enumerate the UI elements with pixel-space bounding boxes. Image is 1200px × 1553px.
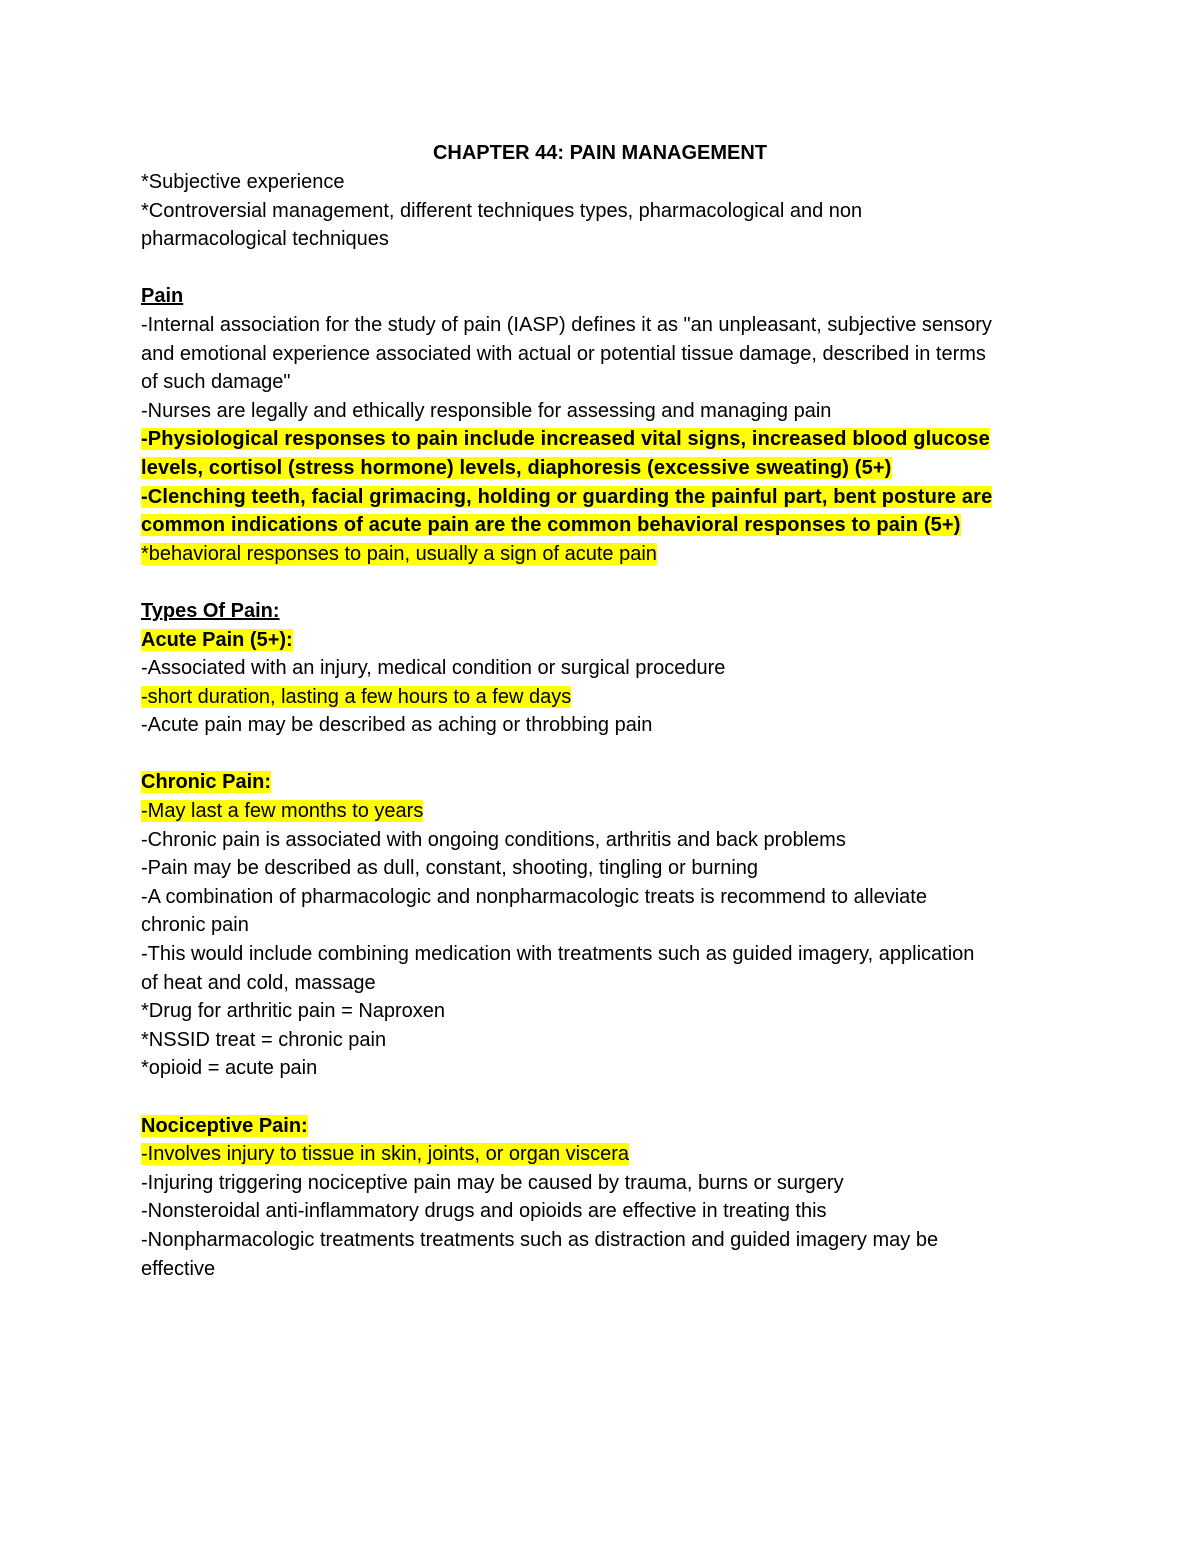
- physiological-responses-line: [141, 425, 1066, 454]
- chronic-line: [141, 797, 1066, 826]
- pain-definition-line: and emotional experience associated with actual or potential tissue damage, described in terms: [141, 342, 986, 365]
- acute-heading: Acute Pain (5+):: [141, 628, 293, 651]
- highlighted-text: -Involves injury to tissue in skin, joints, or organ viscera: [141, 1143, 629, 1166]
- chronic-line: -Chronic pain is associated with ongoing conditions, arthritis and back problems: [141, 828, 846, 851]
- chronic-heading: Chronic Pain:: [141, 771, 272, 794]
- blank-line: [141, 568, 1066, 597]
- highlighted-text: levels, cortisol (stress hormone) levels, diaphoresis (excessive sweating) (5+): [141, 456, 892, 479]
- types-heading: Types Of Pain:: [141, 599, 280, 622]
- chronic-heading-line: [141, 768, 1066, 797]
- chronic-line: -A combination of pharmacologic and nonpharmacologic treats is recommend to alleviate: [141, 885, 927, 908]
- behavioral-note-line: [141, 540, 1066, 569]
- highlighted-text: -Physiological responses to pain include increased vital signs, increased blood glucose: [141, 428, 990, 451]
- document-body: [141, 139, 1066, 1283]
- blank-line: [141, 1083, 1066, 1112]
- acute-line: -Acute pain may be described as aching or throbbing pain: [141, 714, 653, 737]
- document-title: CHAPTER 44: PAIN MANAGEMENT: [432, 142, 768, 164]
- acute-line: -Associated with an injury, medical condition or surgical procedure: [141, 657, 726, 680]
- nociceptive-line: -Injuring triggering nociceptive pain may be caused by trauma, burns or surgery: [141, 1171, 844, 1194]
- chronic-line: -Pain may be described as dull, constant, shooting, tingling or burning: [141, 857, 759, 880]
- pain-definition-line: of such damage": [141, 371, 291, 394]
- nociceptive-line: -Nonsteroidal anti-inflammatory drugs and opioids are effective in treating this: [141, 1200, 827, 1223]
- nociceptive-heading-line: [141, 1112, 1066, 1141]
- intro-line: pharmacological techniques: [141, 228, 389, 251]
- nociceptive-line: effective: [141, 1257, 216, 1280]
- chronic-line: *NSSID treat = chronic pain: [141, 1028, 387, 1051]
- chronic-line: *Drug for arthritic pain = Naproxen: [141, 1000, 446, 1023]
- physiological-responses-line: [141, 454, 1066, 483]
- chronic-line: of heat and cold, massage: [141, 971, 376, 994]
- pain-heading: Pain: [141, 285, 184, 308]
- acute-line: [141, 683, 1066, 712]
- blank-line: [141, 254, 1066, 283]
- chronic-line: -This would include combining medication with treatments such as guided imagery, application: [141, 943, 975, 966]
- acute-heading-line: [141, 626, 1066, 655]
- intro-line: *Subjective experience: [141, 171, 345, 193]
- highlighted-text: -May last a few months to years: [141, 800, 424, 823]
- intro-line: *Controversial management, different techniques types, pharmacological and non: [141, 199, 863, 222]
- behavioral-responses-line: [141, 483, 1066, 512]
- behavioral-responses-line: [141, 511, 1066, 540]
- blank-line: [141, 740, 1066, 769]
- highlighted-text: *behavioral responses to pain, usually a sign of acute pain: [141, 542, 657, 565]
- pain-definition-line: -Internal association for the study of pain (IASP) defines it as "an unpleasant, subjective sensory: [141, 313, 992, 336]
- nociceptive-line: -Nonpharmacologic treatments treatments such as distraction and guided imagery may be: [141, 1228, 939, 1251]
- types-heading-line: [141, 597, 1066, 626]
- highlighted-text: -short duration, lasting a few hours to a few days: [141, 685, 572, 708]
- nociceptive-heading: Nociceptive Pain:: [141, 1114, 308, 1137]
- pain-nurses-line: -Nurses are legally and ethically responsible for assessing and managing pain: [141, 399, 832, 422]
- chronic-line: chronic pain: [141, 914, 249, 937]
- highlighted-text: -Clenching teeth, facial grimacing, holding or guarding the painful part, bent posture are: [141, 485, 993, 508]
- pain-heading-line: [141, 282, 1066, 311]
- nociceptive-line: [141, 1140, 1066, 1169]
- highlighted-text: common indications of acute pain are the common behavioral responses to pain (5+): [141, 514, 961, 537]
- chronic-line: *opioid = acute pain: [141, 1057, 318, 1080]
